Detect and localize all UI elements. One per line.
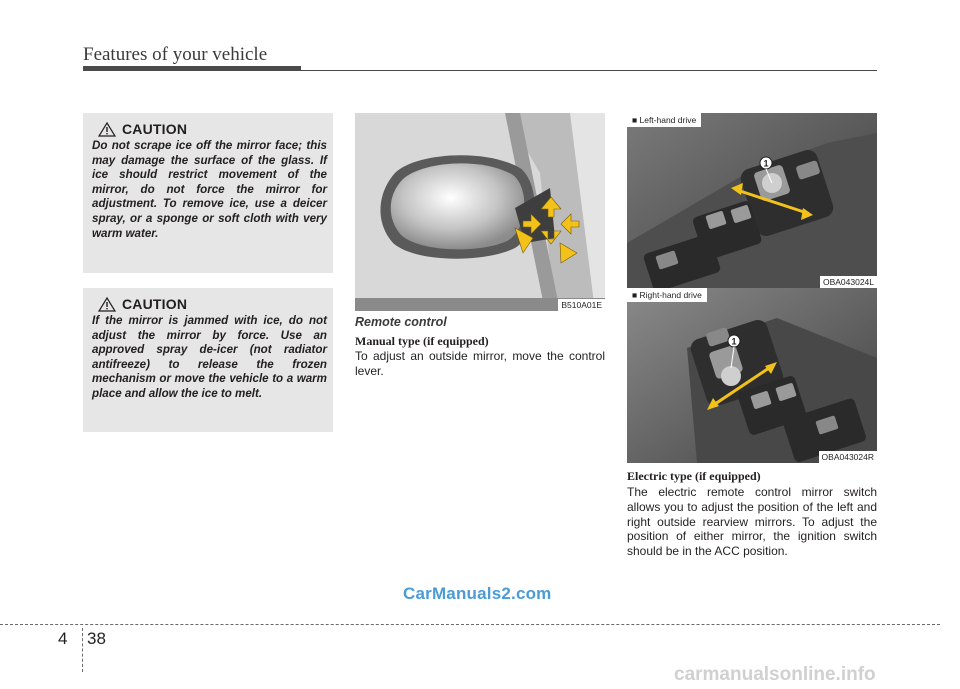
remote-control-heading: Remote control (355, 315, 447, 329)
header-bar (83, 66, 301, 71)
caution-title: CAUTION (122, 296, 188, 312)
chapter-number: 4 (58, 629, 68, 648)
caution-title: CAUTION (122, 121, 188, 137)
page-header-title: Features of your vehicle (83, 44, 268, 65)
footer-rule (0, 624, 940, 625)
caution-body: Do not scrape ice off the mirror face; this may damage the surface of the glass. If ice should restrict movement of the mirror, do not force the mirror for adjustment. To remove ice, use a deicer spray, or a sponge or soft cloth with very warm water. (92, 139, 327, 240)
figure-left-hand-drive (627, 113, 877, 288)
callout-number-1: 1 (763, 158, 769, 169)
figure-label-left-hand-drive: ■ Left-hand drive (627, 113, 701, 127)
caution-box-jammed-mirror (83, 288, 333, 432)
header-rule (301, 70, 877, 71)
footer-divider (82, 628, 83, 672)
warning-triangle-icon (98, 122, 116, 137)
figure-right-hand-drive (627, 288, 877, 463)
manual-type-heading: Manual type (if equipped) (355, 334, 489, 348)
electric-type-text: The electric remote control mirror switch allows you to adjust the position of the left and right outside rearview mirrors. To adjust the position of either mirror, the ignition switch should be in the ACC position. (627, 485, 877, 559)
watermark-link[interactable]: CarManuals2.com (403, 584, 552, 603)
figure-outside-mirror (355, 113, 605, 311)
figure-code: OBA043024R (819, 451, 877, 463)
figure-code: B510A01E (558, 299, 605, 311)
site-watermark: carmanualsonline.info (674, 664, 876, 685)
electric-type-heading: Electric type (if equipped) (627, 469, 761, 483)
caution-body: If the mirror is jammed with ice, do not adjust the mirror by force. Use an approved spray de-icer (not radiator antifreeze) to release the frozen mechanism or move the vehicle to a warm place and allow the ice to melt. (92, 314, 327, 400)
mirror-illustration (355, 113, 605, 311)
warning-triangle-icon (98, 297, 116, 312)
page-number: 38 (87, 629, 106, 648)
callout-number-1: 1 (731, 336, 737, 347)
manual-type-text: To adjust an outside mirror, move the control lever. (355, 349, 605, 378)
caution-box-ice-scraping (83, 113, 333, 273)
rhd-switch-illustration (627, 288, 877, 463)
lhd-switch-illustration (627, 113, 877, 288)
figure-code: OBA043024L (820, 276, 877, 288)
figure-label-right-hand-drive: ■ Right-hand drive (627, 288, 707, 302)
